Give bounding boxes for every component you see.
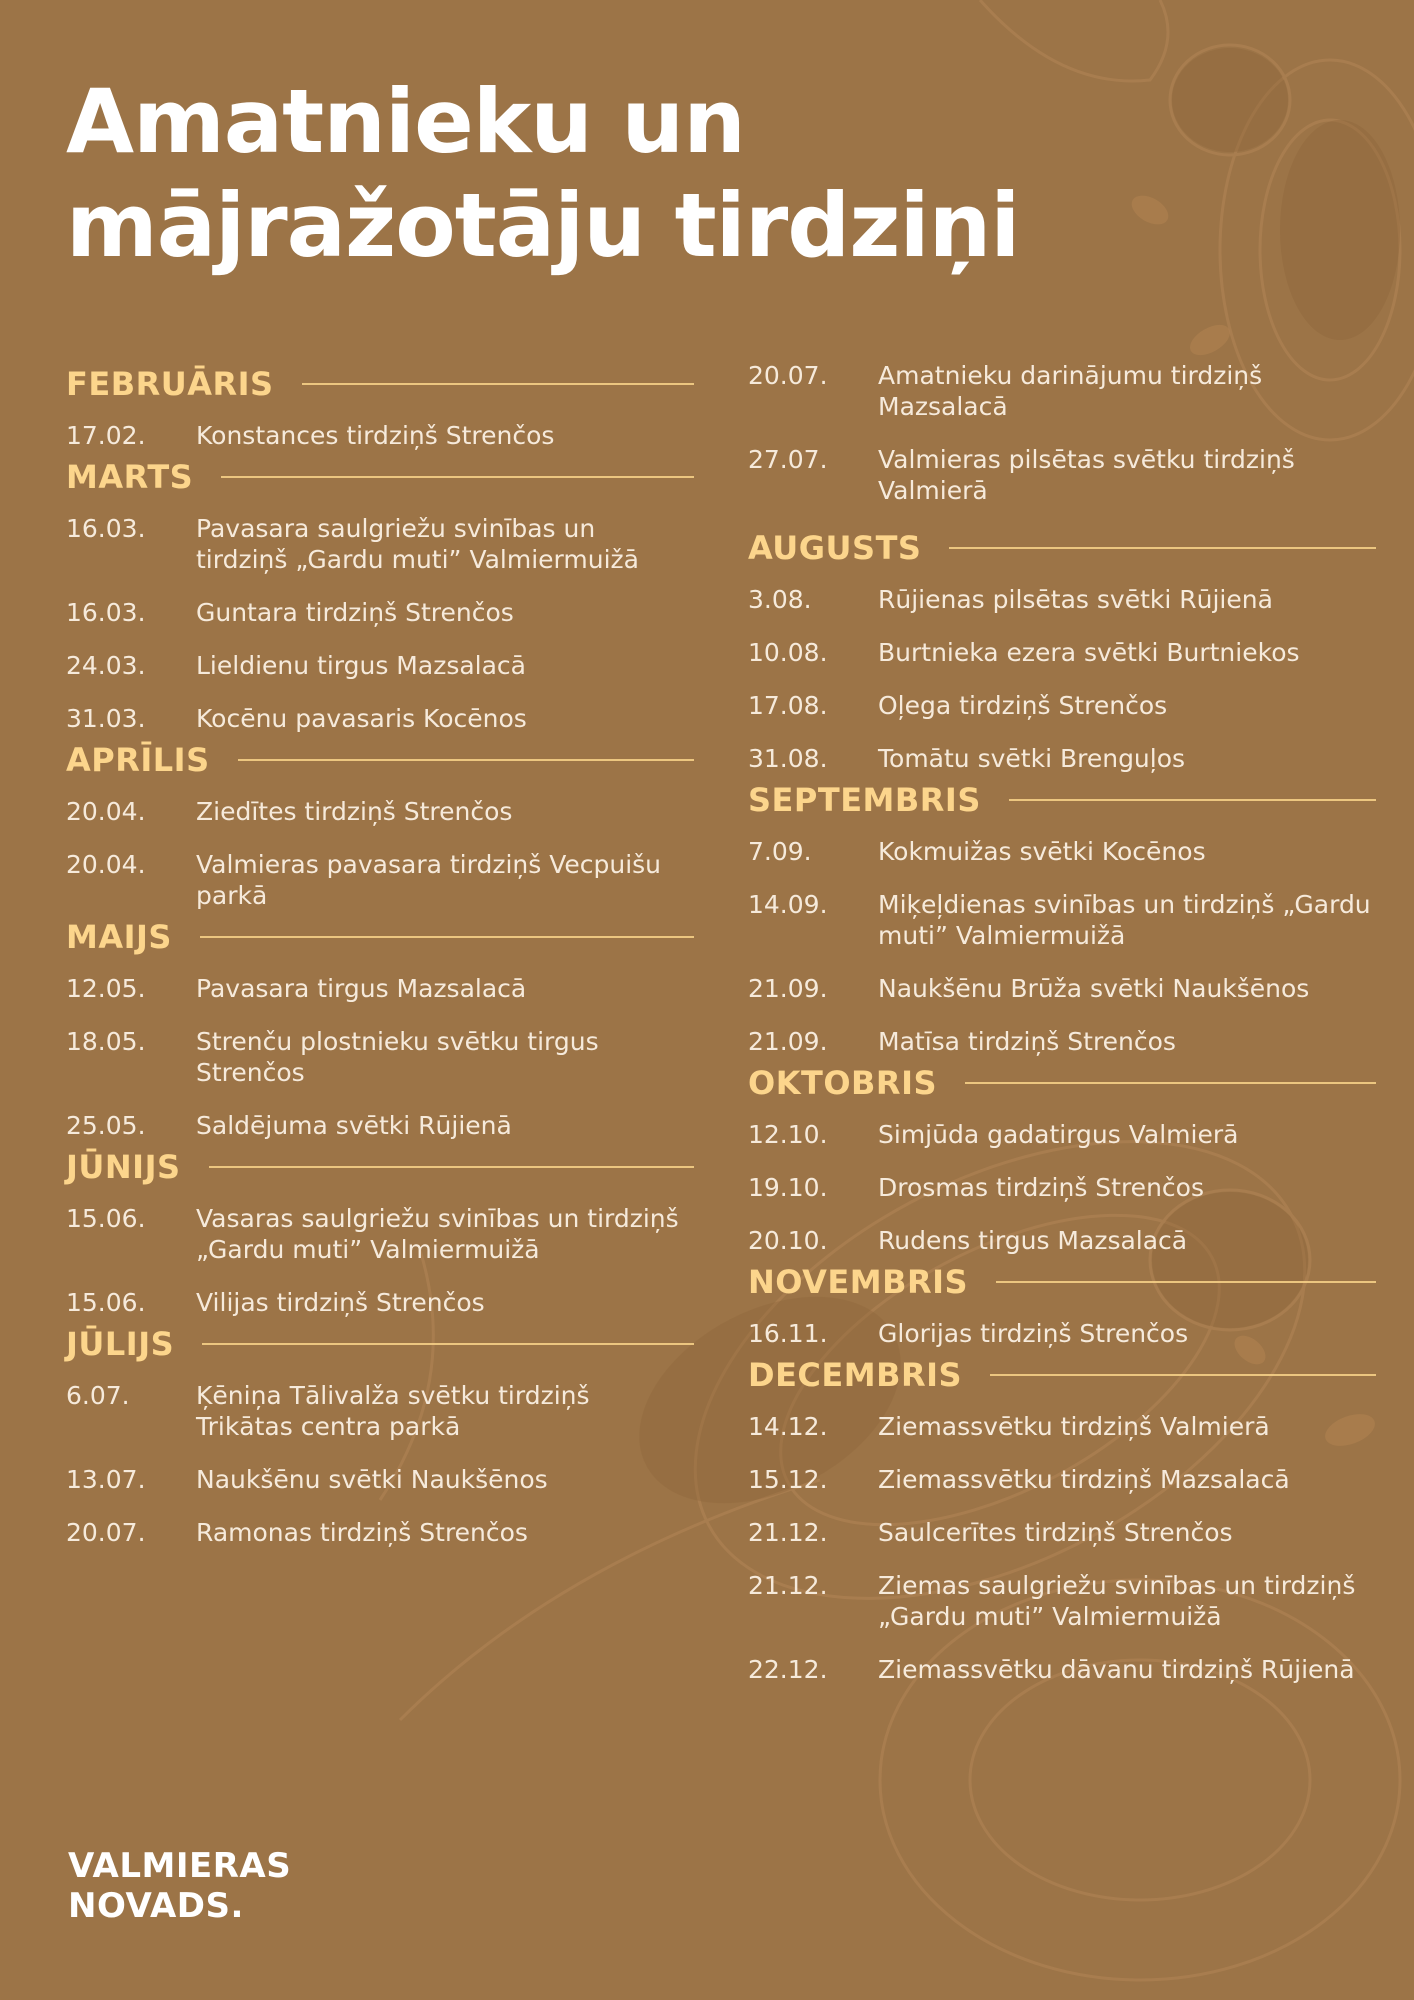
divider <box>200 936 694 938</box>
event-date: 20.10. <box>748 1226 828 1255</box>
event-date: 13.07. <box>66 1465 146 1494</box>
page-title <box>66 70 1019 278</box>
divider <box>965 1082 1376 1084</box>
event-date: 17.02. <box>66 421 146 450</box>
month-name: NOVEMBRIS <box>748 1263 969 1301</box>
divider <box>1009 799 1376 801</box>
event-date: 20.04. <box>66 797 146 826</box>
month-name: OKTOBRIS <box>748 1064 938 1102</box>
title-line-2: mājražotāju tirdziņi <box>66 174 1020 277</box>
event-name: Ziemassvētku dāvanu tirdziņš Rūjienā <box>878 1655 1355 1684</box>
month-name: FEBRUĀRIS <box>66 365 274 403</box>
event-item <box>748 1517 1376 1548</box>
event-item <box>748 1464 1376 1495</box>
event-date: 31.03. <box>66 704 146 733</box>
month-name: APRĪLIS <box>66 741 210 779</box>
event-date: 20.07. <box>66 1518 146 1547</box>
event-name: Saulcerītes tirdziņš Strenčos <box>878 1518 1233 1547</box>
event-item <box>66 597 694 628</box>
event-date: 10.08. <box>748 638 828 667</box>
event-date: 21.09. <box>748 974 828 1003</box>
event-date: 6.07. <box>66 1381 130 1410</box>
event-date: 16.03. <box>66 514 146 543</box>
event-name: Simjūda gadatirgus Valmierā <box>878 1120 1239 1149</box>
event-date: 22.12. <box>748 1655 828 1684</box>
event-item <box>66 1380 694 1442</box>
month-header <box>66 364 694 404</box>
event-name: Konstances tirdziņš Strenčos <box>196 421 555 450</box>
event-date: 21.12. <box>748 1571 828 1600</box>
event-date: 15.12. <box>748 1465 828 1494</box>
event-name: Pavasara tirgus Mazsalacā <box>196 974 527 1003</box>
event-item <box>66 1464 694 1495</box>
divider <box>302 383 694 385</box>
schedule-column-left <box>66 360 694 1554</box>
month-september <box>748 780 1376 1057</box>
month-july-continued <box>748 360 1376 506</box>
event-item <box>748 836 1376 867</box>
event-name: Rudens tirgus Mazsalacā <box>878 1226 1188 1255</box>
month-name: AUGUSTS <box>748 529 922 567</box>
event-name: Miķeļdienas svinības un tirdziņš „Gardu muti” Valmiermuižā <box>878 890 1371 950</box>
event-date: 19.10. <box>748 1173 828 1202</box>
logo-line-2: NOVADS. <box>68 1886 244 1926</box>
month-name: MARTS <box>66 458 194 496</box>
event-date: 21.09. <box>748 1027 828 1056</box>
month-header <box>66 457 694 497</box>
month-name: JŪNIJS <box>66 1148 181 1186</box>
month-name: JŪLIJS <box>66 1325 175 1363</box>
month-header <box>748 780 1376 820</box>
event-date: 15.06. <box>66 1204 146 1233</box>
event-name: Ziedītes tirdziņš Strenčos <box>196 797 513 826</box>
event-name: Valmieras pavasara tirdziņš Vecpuišu parkā <box>196 850 662 910</box>
event-name: Lieldienu tirgus Mazsalacā <box>196 651 526 680</box>
event-item <box>66 420 694 451</box>
event-item <box>66 849 694 911</box>
divider <box>221 476 694 478</box>
event-item <box>748 1411 1376 1442</box>
event-date: 20.04. <box>66 850 146 879</box>
event-item <box>748 584 1376 615</box>
event-date: 15.06. <box>66 1288 146 1317</box>
event-item <box>748 360 1376 422</box>
month-header <box>66 917 694 957</box>
event-item <box>66 1287 694 1318</box>
event-item <box>748 1026 1376 1057</box>
month-november <box>748 1262 1376 1349</box>
divider <box>990 1374 1376 1376</box>
divider <box>238 759 694 761</box>
event-item <box>748 690 1376 721</box>
month-june <box>66 1147 694 1318</box>
divider <box>949 547 1376 549</box>
event-item <box>748 889 1376 951</box>
event-date: 27.07. <box>748 445 828 474</box>
event-item <box>66 796 694 827</box>
event-date: 20.07. <box>748 361 828 390</box>
month-header <box>748 1063 1376 1103</box>
month-name: MAIJS <box>66 918 172 956</box>
event-item <box>748 1225 1376 1256</box>
event-name: Naukšēnu Brūža svētki Naukšēnos <box>878 974 1310 1003</box>
event-name: Ramonas tirdziņš Strenčos <box>196 1518 528 1547</box>
event-item <box>66 973 694 1004</box>
event-item <box>66 1203 694 1265</box>
event-date: 17.08. <box>748 691 828 720</box>
event-item <box>748 743 1376 774</box>
event-item <box>66 1517 694 1548</box>
event-item <box>66 1110 694 1141</box>
event-name: Tomātu svētki Brenguļos <box>878 744 1186 773</box>
month-december <box>748 1355 1376 1685</box>
event-date: 12.05. <box>66 974 146 1003</box>
event-name: Saldējuma svētki Rūjienā <box>196 1111 512 1140</box>
event-name: Ziemas saulgriežu svinības un tirdziņš „Gardu muti” Valmiermuižā <box>878 1571 1356 1631</box>
schedule-column-right <box>748 360 1376 1691</box>
month-july <box>66 1324 694 1548</box>
event-date: 25.05. <box>66 1111 146 1140</box>
month-header <box>748 528 1376 568</box>
event-item <box>66 513 694 575</box>
divider <box>202 1343 694 1345</box>
event-item <box>748 1172 1376 1203</box>
month-name: DECEMBRIS <box>748 1356 963 1394</box>
event-date: 7.09. <box>748 837 812 866</box>
month-header <box>66 1147 694 1187</box>
divider <box>996 1281 1376 1283</box>
event-name: Kocēnu pavasaris Kocēnos <box>196 704 527 733</box>
event-name: Naukšēnu svētki Naukšēnos <box>196 1465 548 1494</box>
event-item <box>748 1570 1376 1632</box>
event-name: Vasaras saulgriežu svinības un tirdziņš „Gardu muti” Valmiermuižā <box>196 1204 679 1264</box>
event-item <box>66 1026 694 1088</box>
month-header <box>66 740 694 780</box>
event-date: 3.08. <box>748 585 812 614</box>
event-date: 31.08. <box>748 744 828 773</box>
title-line-1: Amatnieku un <box>66 70 745 173</box>
event-item <box>748 1318 1376 1349</box>
event-item <box>66 703 694 734</box>
month-march <box>66 457 694 734</box>
event-item <box>748 1654 1376 1685</box>
event-item <box>748 637 1376 668</box>
month-may <box>66 917 694 1141</box>
event-name: Drosmas tirdziņš Strenčos <box>878 1173 1204 1202</box>
month-header <box>66 1324 694 1364</box>
event-item <box>748 444 1376 506</box>
event-name: Vilijas tirdziņš Strenčos <box>196 1288 485 1317</box>
divider <box>209 1166 694 1168</box>
event-item <box>748 1119 1376 1150</box>
month-header <box>748 1262 1376 1302</box>
event-name: Amatnieku darinājumu tirdziņš Mazsalacā <box>878 361 1263 421</box>
event-name: Matīsa tirdziņš Strenčos <box>878 1027 1176 1056</box>
event-date: 24.03. <box>66 651 146 680</box>
event-name: Ziemassvētku tirdziņš Valmierā <box>878 1412 1270 1441</box>
month-february <box>66 364 694 451</box>
event-date: 21.12. <box>748 1518 828 1547</box>
event-date: 16.11. <box>748 1319 828 1348</box>
event-name: Guntara tirdziņš Strenčos <box>196 598 514 627</box>
event-name: Ziemassvētku tirdziņš Mazsalacā <box>878 1465 1290 1494</box>
month-header <box>748 1355 1376 1395</box>
valmieras-novads-logo <box>68 1846 291 1926</box>
logo-line-1: VALMIERAS <box>68 1846 292 1886</box>
event-item <box>748 973 1376 1004</box>
event-name: Pavasara saulgriežu svinības un tirdziņš „Gardu muti” Valmiermuižā <box>196 514 639 574</box>
event-name: Rūjienas pilsētas svētki Rūjienā <box>878 585 1273 614</box>
event-date: 14.12. <box>748 1412 828 1441</box>
event-name: Ķēniņa Tālivalža svētku tirdziņš Trikātas centra parkā <box>196 1381 590 1441</box>
event-name: Oļega tirdziņš Strenčos <box>878 691 1168 720</box>
event-date: 16.03. <box>66 598 146 627</box>
event-name: Valmieras pilsētas svētku tirdziņš Valmierā <box>878 445 1295 505</box>
month-name: SEPTEMBRIS <box>748 781 981 819</box>
event-date: 18.05. <box>66 1027 146 1056</box>
event-name: Burtnieka ezera svētki Burtniekos <box>878 638 1300 667</box>
event-item <box>66 650 694 681</box>
event-name: Strenču plostnieku svētku tirgus Strenčos <box>196 1027 599 1087</box>
month-april <box>66 740 694 911</box>
month-october <box>748 1063 1376 1256</box>
event-name: Kokmuižas svētki Kocēnos <box>878 837 1206 866</box>
event-name: Glorijas tirdziņš Strenčos <box>878 1319 1189 1348</box>
event-date: 12.10. <box>748 1120 828 1149</box>
event-date: 14.09. <box>748 890 828 919</box>
month-august <box>748 528 1376 774</box>
